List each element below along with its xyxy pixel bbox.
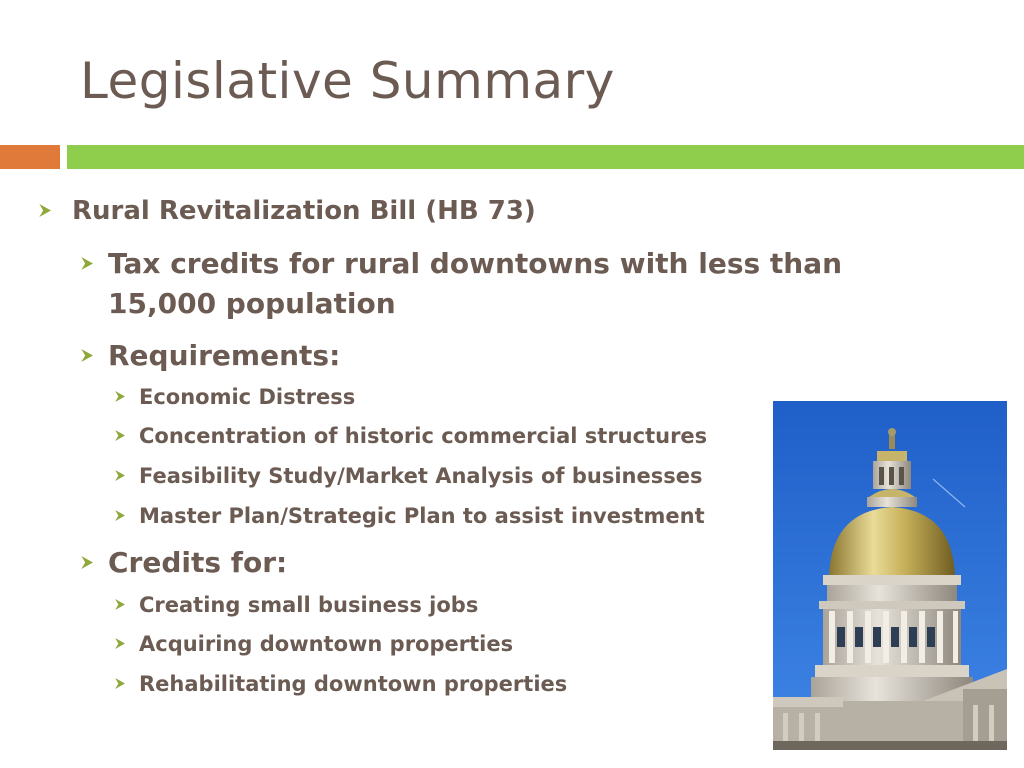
bullet-text: Economic Distress: [139, 385, 356, 409]
arrowhead-bullet-icon: [114, 632, 139, 649]
bullet-economic-distress: [114, 385, 355, 409]
bullet-text-line: 15,000 population: [108, 287, 396, 320]
arrowhead-bullet-icon: [80, 336, 108, 362]
bullet-text: Requirements:: [108, 339, 341, 372]
bullet-rehabilitating-properties: [114, 672, 567, 696]
bullet-text: Feasibility Study/Market Analysis of businesses: [139, 464, 703, 488]
bullet-text: Rural Revitalization Bill (HB 73): [72, 196, 536, 226]
arrowhead-bullet-icon: [114, 424, 139, 441]
bullet-text: Rehabilitating downtown properties: [139, 672, 568, 696]
accent-bar-orange: [0, 145, 60, 169]
bullet-text: Credits for:: [108, 546, 288, 579]
slide-title: Legislative Summary: [80, 52, 615, 110]
bullet-text: Concentration of historic commercial structures: [139, 424, 708, 448]
bullet-creating-jobs: [114, 593, 478, 617]
bullet-acquiring-properties: [114, 632, 513, 656]
bullet-text-line: Tax credits for rural downtowns with less than: [108, 247, 843, 280]
bullet-concentration: [114, 424, 707, 448]
bullet-text: [108, 244, 842, 324]
bullet-text: Creating small business jobs: [139, 593, 479, 617]
arrowhead-bullet-icon: [114, 504, 139, 521]
capitol-dome-photo: [773, 401, 1007, 750]
bullet-rural-revitalization: [38, 196, 536, 226]
arrowhead-bullet-icon: [114, 385, 139, 402]
arrowhead-bullet-icon: [80, 543, 108, 569]
bullet-text: Master Plan/Strategic Plan to assist investment: [139, 504, 705, 528]
accent-bar-green: [67, 145, 1024, 169]
bullet-requirements: [80, 336, 340, 376]
bullet-credits-for: [80, 543, 287, 583]
bullet-tax-credits: [80, 244, 842, 324]
bullet-text: Acquiring downtown properties: [139, 632, 514, 656]
arrowhead-bullet-icon: [38, 196, 72, 217]
arrowhead-bullet-icon: [114, 672, 139, 689]
arrowhead-bullet-icon: [114, 464, 139, 481]
arrowhead-bullet-icon: [114, 593, 139, 610]
bullet-feasibility: [114, 464, 702, 488]
arrowhead-bullet-icon: [80, 244, 108, 270]
bullet-master-plan: [114, 504, 705, 528]
